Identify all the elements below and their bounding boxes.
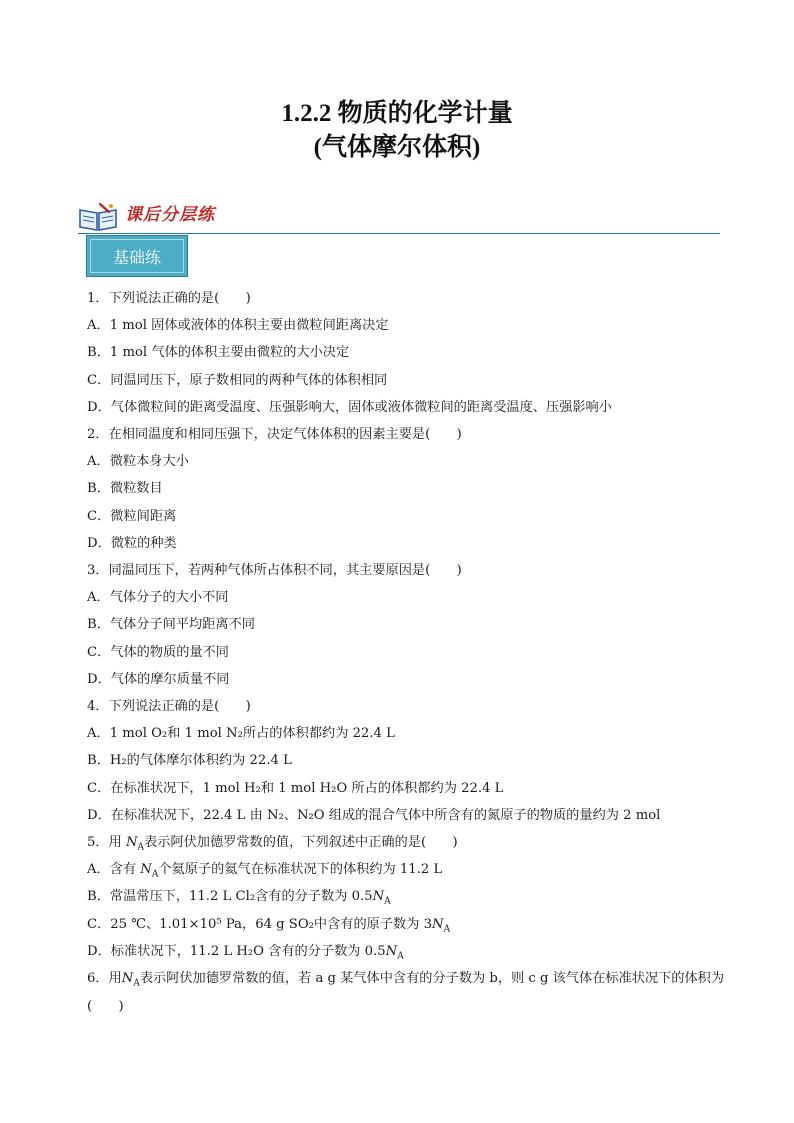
- question-list: [87, 285, 732, 1021]
- question-3: [87, 557, 732, 693]
- option-c: C．同温同压下，原子数相同的两种气体的体积相同: [87, 372, 388, 388]
- question-5: [87, 829, 732, 965]
- option-c: C．在标准状况下，1 mol H₂和 1 mol H₂O 所占的体积都约为 22.4 L: [87, 780, 504, 796]
- option-a: A．气体分子的大小不同: [87, 590, 229, 606]
- option-b: B．1 mol 气体的体积主要由微粒的大小决定: [87, 345, 350, 361]
- section-header: [78, 198, 722, 234]
- option-b: B．H₂的气体摩尔体积约为 22.4 L: [87, 753, 292, 769]
- option-c: C．气体的物质的量不同: [87, 644, 229, 660]
- option-a: A．1 mol 固体或液体的体积主要由微粒间距离决定: [87, 318, 389, 334]
- option-c: C．25 ℃、1.01×10⁵ Pa，64 g SO₂中含有的原子数为 $3N_A$: [87, 916, 451, 935]
- option-d: D．气体的摩尔质量不同: [87, 671, 230, 687]
- title-line-1: 1.2.2 物质的化学计量: [281, 100, 513, 127]
- question-stem: 4．下列说法正确的是( ): [87, 699, 251, 715]
- question-stem: 2．在相同温度和相同压强下，决定气体体积的因素主要是( ): [87, 427, 462, 443]
- option-b: B．气体分子间平均距离不同: [87, 617, 255, 633]
- question-6: [87, 965, 732, 1021]
- section-divider: [78, 233, 720, 234]
- question-stem: 5．用 $N_A$表示阿伏加德罗常数的值，下列叙述中正确的是( ): [87, 835, 458, 853]
- section-title: 课后分层练: [125, 205, 215, 225]
- question-stem: 3．同温同压下，若两种气体所占体积不同，其主要原因是( ): [87, 563, 462, 579]
- question-stem: 1．下列说法正确的是( ): [87, 291, 251, 306]
- option-d: D．在标准状况下，22.4 L 由 N₂、N₂O 组成的混合气体中所含有的氮原子的物质的量约为 2 mol: [87, 807, 661, 823]
- question-2: [87, 421, 732, 557]
- question-1: [87, 285, 732, 421]
- option-b: B．微粒数目: [87, 481, 163, 497]
- question-4: [87, 693, 732, 829]
- option-a: A．含有 $N_A$个氦原子的氦气在标准状况下的体积约为 11.2 L: [87, 862, 443, 880]
- open-book-icon: [78, 202, 118, 232]
- option-d: D．微粒的种类: [87, 535, 177, 551]
- question-stem: 6．用$N_A$表示阿伏加德罗常数的值，若 a g 某气体中含有的分子数为 b，则 c g 该气体在标准状况下的体积为( ): [87, 971, 725, 1015]
- option-a: A．微粒本身大小: [87, 454, 189, 470]
- option-b: B．常温常压下，11.2 L Cl₂含有的分子数为 $0.5N_A$: [87, 889, 391, 908]
- option-d: D．气体微粒间的距离受温度、压强影响大，固体或液体微粒间的距离受温度、压强影响小: [87, 399, 612, 415]
- option-a: A．1 mol O₂和 1 mol N₂所占的体积都约为 22.4 L: [87, 726, 395, 742]
- option-c: C．微粒间距离: [87, 508, 177, 524]
- level-badge: 基础练: [86, 235, 188, 277]
- option-d: D．标准状况下，11.2 L H₂O 含有的分子数为 $0.5N_A$: [87, 943, 404, 962]
- title-line-2: (气体摩尔体积): [313, 134, 481, 161]
